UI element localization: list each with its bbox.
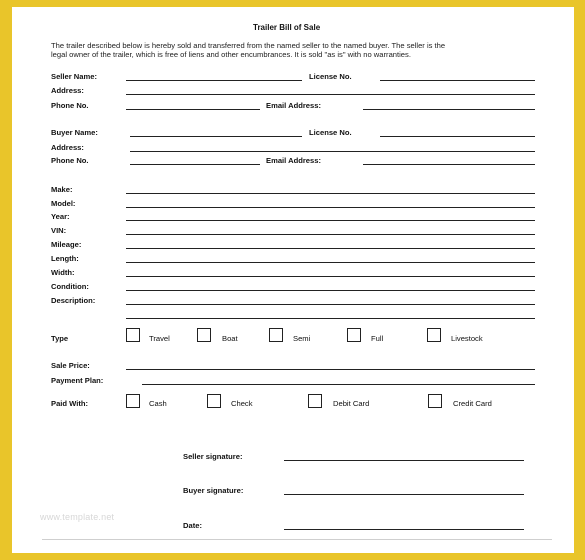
buyer-name-label: Buyer Name:	[51, 128, 98, 137]
buyer-name-field[interactable]	[130, 136, 302, 137]
intro-line-1: The trailer described below is hereby sold and transferred from the named seller to the named buyer. The seller is the	[51, 41, 446, 50]
intro-paragraph	[51, 41, 521, 59]
type-livestock-checkbox[interactable]	[427, 328, 441, 342]
vin-field[interactable]	[126, 234, 535, 235]
seller-signature-field[interactable]	[284, 460, 524, 461]
buyer-email-field[interactable]	[363, 164, 535, 165]
paid-debit-card-checkbox[interactable]	[308, 394, 322, 408]
date-field[interactable]	[284, 529, 524, 530]
description-label: Description:	[51, 296, 96, 305]
date-label: Date:	[183, 521, 202, 530]
bill-of-sale-page	[12, 7, 574, 553]
type-label: Type	[51, 334, 69, 343]
sale-price-label: Sale Price:	[51, 361, 90, 370]
buyer-email-label: Email Address:	[266, 156, 322, 165]
seller-license-label: License No.	[309, 72, 352, 81]
seller-phone-field[interactable]	[126, 109, 260, 110]
buyer-signature-field[interactable]	[284, 494, 524, 495]
paid-credit-card-checkbox[interactable]	[428, 394, 442, 408]
length-field[interactable]	[126, 262, 535, 263]
make-field[interactable]	[126, 193, 535, 194]
payment-plan-label: Payment Plan:	[51, 376, 104, 385]
paid-check-checkbox[interactable]	[207, 394, 221, 408]
model-field[interactable]	[126, 207, 535, 208]
payment-plan-field[interactable]	[142, 384, 535, 385]
year-field[interactable]	[126, 220, 535, 221]
intro-line-2: legal owner of the trailer, which is free of liens and other encumbrances. It is sold "as is" with no warranties.	[51, 50, 411, 59]
paid-with-label: Paid With:	[51, 399, 89, 408]
width-field[interactable]	[126, 276, 535, 277]
seller-license-field[interactable]	[380, 80, 535, 81]
type-boat-label: Boat	[222, 334, 238, 343]
year-label: Year:	[51, 212, 70, 221]
buyer-license-label: License No.	[309, 128, 352, 137]
watermark-text: www.template.net	[40, 512, 115, 522]
description-field[interactable]	[126, 304, 535, 305]
description-field-line-2[interactable]	[126, 318, 535, 319]
seller-phone-label: Phone No.	[51, 101, 89, 110]
seller-signature-label: Seller signature:	[183, 452, 243, 461]
sale-price-field[interactable]	[126, 369, 535, 370]
length-label: Length:	[51, 254, 79, 263]
type-travel-label: Travel	[149, 334, 170, 343]
type-full-label: Full	[371, 334, 384, 343]
page-bottom-rule	[42, 539, 552, 540]
paid-check-label: Check	[231, 399, 253, 408]
paid-debit-card-label: Debit Card	[333, 399, 370, 408]
buyer-license-field[interactable]	[380, 136, 535, 137]
vin-label: VIN:	[51, 226, 67, 235]
seller-address-label: Address:	[51, 86, 84, 95]
paid-cash-checkbox[interactable]	[126, 394, 140, 408]
buyer-address-field[interactable]	[130, 151, 535, 152]
condition-field[interactable]	[126, 290, 535, 291]
paid-cash-label: Cash	[149, 399, 167, 408]
mileage-field[interactable]	[126, 248, 535, 249]
type-semi-label: Semi	[293, 334, 311, 343]
seller-address-field[interactable]	[126, 94, 535, 95]
buyer-address-label: Address:	[51, 143, 84, 152]
type-full-checkbox[interactable]	[347, 328, 361, 342]
seller-email-field[interactable]	[363, 109, 535, 110]
type-semi-checkbox[interactable]	[269, 328, 283, 342]
make-label: Make:	[51, 185, 73, 194]
model-label: Model:	[51, 199, 76, 208]
type-livestock-label: Livestock	[451, 334, 483, 343]
buyer-phone-field[interactable]	[130, 164, 260, 165]
mileage-label: Mileage:	[51, 240, 82, 249]
type-travel-checkbox[interactable]	[126, 328, 140, 342]
type-boat-checkbox[interactable]	[197, 328, 211, 342]
document-title: Trailer Bill of Sale	[253, 23, 321, 32]
seller-name-label: Seller Name:	[51, 72, 98, 81]
width-label: Width:	[51, 268, 75, 277]
seller-name-field[interactable]	[126, 80, 302, 81]
seller-email-label: Email Address:	[266, 101, 322, 110]
buyer-phone-label: Phone No.	[51, 156, 89, 165]
paid-credit-card-label: Credit Card	[453, 399, 492, 408]
buyer-signature-label: Buyer signature:	[183, 486, 244, 495]
condition-label: Condition:	[51, 282, 89, 291]
